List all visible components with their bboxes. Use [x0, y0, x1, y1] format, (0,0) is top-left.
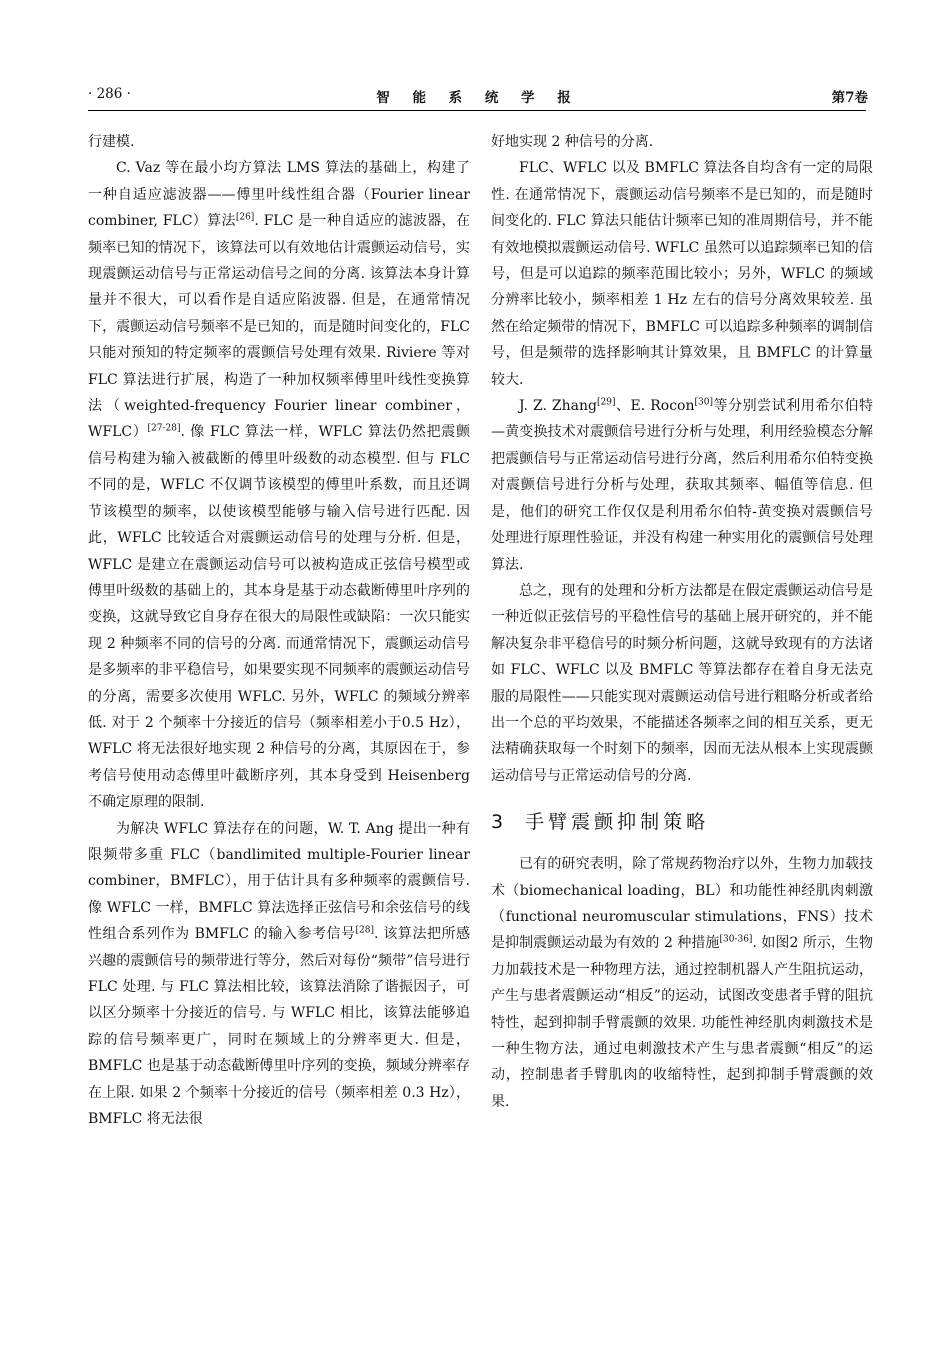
paragraph-text: . 像 FLC 算法一样，WFLC 算法仍然把震颤信号构建为输入被截断的傅里叶级数的动态模型. 但与 FLC 不同的是，WFLC 不仅调节该模型的傅里叶系数，而且还调节该模型的频率，以使该模型能够与输入信号进行匹配. 因此，WFLC 比较适合对震颤运动信号的处理与分析. 但是，WFLC 是建立在震颤运动信号可以被构造成正弦信号模型或傅里叶级数的基础上的，其本身是基于动态截断傅里叶序列的变换，这就导致它自身存在很大的局限性或缺陷：一次只能实现 2 种频率不同的信号的分离. 而通常情况下，震颤运动信号是多频率的非平稳信号，如果要实现不同频率的震颤运动信号的分离，需要多次使用 WFLC. 另外，WFLC 的频域分辨率低. 对于 2 个频率十分接近的信号（频率相差小于0.5 Hz），WFLC 将无法很好地实现 2 种信号的分离，其原因在于，参考信号使用动态傅里叶截断序列，其本身受到 Heisenberg 不确定原理的限制. [88, 424, 470, 811]
paragraph-text: 已有的研究表明，除了常规药物治疗以外，生物力加载技术（biomechanical loading，BL）和功能性神经肌肉刺激（functional neuromuscular stimulations，FNS）技术是抑制震颤运动最为有效的 2 种措施 [491, 856, 873, 952]
paragraph [88, 816, 470, 1133]
paragraph [491, 851, 873, 1115]
citation: [29] [596, 397, 616, 408]
paragraph-text: 为解决 WFLC 算法存在的问题，W. T. Ang 提出一种有限频带多重 FLC（bandlimited multiple-Fourier linear combiner，BMFLC），用于估计具有多种频率的震颤信号. 像 WFLC 一样，BMFLC 算法选择正弦信号和余弦信号的线性组合系列作为 BMFLC 的输入参考信号 [88, 820, 470, 943]
paragraph-text: 好地实现 2 种信号的分离. [491, 134, 654, 150]
volume-label: 第7卷 [831, 90, 868, 106]
header-rule [88, 110, 866, 111]
citation: [30-36] [719, 934, 753, 945]
paragraph-text: 行建模. [88, 134, 135, 150]
section-heading [491, 809, 873, 835]
paragraph [491, 155, 873, 393]
paragraph-text: 总之，现有的处理和分析方法都是在假定震颤运动信号是一种近似正弦信号的平稳性信号的基础上展开研究的，并不能解决复杂非平稳信号的时频分析问题，这就导致现有的方法诸如 FLC、WFLC 以及 BMFLC 等算法都存在着自身无法克服的局限性——只能实现对震颤运动信号进行粗略分析或者给出一个总的平均效果，不能描述各频率之间的相互关系，更无法精确获取每一个时刻下的频率，因而无法从根本上实现震颤运动信号与正常运动信号的分离. [491, 582, 873, 784]
paragraph-text: . FLC 是一种自适应的滤波器，在频率已知的情况下，该算法可以有效地估计震颤运动信号，实现震颤运动信号与正常运动信号之间的分离. 该算法本身计算量并不很大，可以看作是自适应陷波器. 但是，在通常情况下，震颤运动信号频率不是已知的，而是随时间变化的，FLC 只能对预知的特定频率的震颤信号处理有效果. Riviere 等对 FLC 算法进行扩展，构造了一种加权频率傅里叶线性变换算法（weighted-frequency Fourier linear combiner，WFLC） [88, 213, 470, 441]
left-column [88, 129, 470, 1132]
paragraph [491, 393, 873, 578]
paragraph-text: J. Z. Zhang [519, 398, 597, 415]
citation: [30] [694, 397, 713, 408]
paragraph-text: . 该算法把所感兴趣的震颤信号的频带进行等分，然后对每份“频带”信号进行 FLC 处理. 与 FLC 算法相比较，该算法消除了谐振因子，可以区分频率十分接近的信号. 与 WFLC 相比，该算法能够追踪的信号频率更广，同时在频域上的分辨率更大. 但是，BMFLC 也是基于动态截断傅里叶序列的变换，频域分辨率存在上限. 如果 2 个频率十分接近的信号（频率相差 0.3 Hz），BMFLC 将无法很 [88, 926, 470, 1128]
section-title: 手臂震颤抑制策略 [525, 811, 710, 834]
paragraph [88, 155, 470, 815]
page-number: · 286 · [88, 86, 131, 102]
citation: [27-28] [147, 423, 181, 434]
paragraph [88, 129, 470, 155]
section-number: 3 [491, 811, 504, 834]
paragraph [491, 578, 873, 789]
paragraph-text: 、E. Rocon [615, 398, 695, 415]
paragraph [491, 129, 873, 155]
paragraph-text: . 如图2 所示，生物力加载技术是一种物理方法，通过控制机器人产生阻抗运动，产生与患者震颤运动“相反”的运动，试图改变患者手臂的阻抗特性，起到抑制手臂震颤的效果. 功能性神经肌肉刺激技术是一种生物方法，通过电刺激技术产生与患者震颤“相反”的运动，控制患者手臂肌肉的收缩特性，起到抑制手臂震颤的效果. [491, 935, 874, 1110]
paragraph-text: 等分别尝试利用希尔伯特—黄变换技术对震颤信号进行分析与处理，利用经验模态分解把震颤信号与正常运动信号进行分离，然后利用希尔伯特变换对震颤信号进行分析与处理，获取其频率、幅值等信息. 但是，他们的研究工作仅仅是利用希尔伯特-黄变换对震颤信号处理进行原理性验证，并没有构建一种实用化的震颤信号处理算法. [491, 398, 873, 573]
right-column [491, 129, 873, 1115]
journal-title: 智 能 系 统 学 报 [376, 90, 580, 106]
citation: [26] [235, 212, 255, 223]
paragraph-text: C. Vaz 等在最小均方算法 LMS 算法的基础上，构建了一种自适应滤波器——傅里叶线性组合器（Fourier linear combiner, FLC）算法 [88, 160, 470, 230]
citation: [28] [355, 925, 374, 936]
paragraph-text: FLC、WFLC 以及 BMFLC 算法各自均含有一定的局限性. 在通常情况下，震颤运动信号频率不是已知的，而是随时间变化的. FLC 算法只能估计频率已知的准周期信号，并不能有效地模拟震颤运动信号. WFLC 虽然可以追踪频率已知的信号，但是可以追踪的频率范围比较小；另外，WFLC 的频域分辨率比较小，频率相差 1 Hz 左右的信号分离效果较差. 虽然在给定频带的情况下，BMFLC 可以追踪多种频率的调制信号，但是频带的选择影响其计算效果，且 BMFLC 的计算量较大. [491, 160, 873, 388]
